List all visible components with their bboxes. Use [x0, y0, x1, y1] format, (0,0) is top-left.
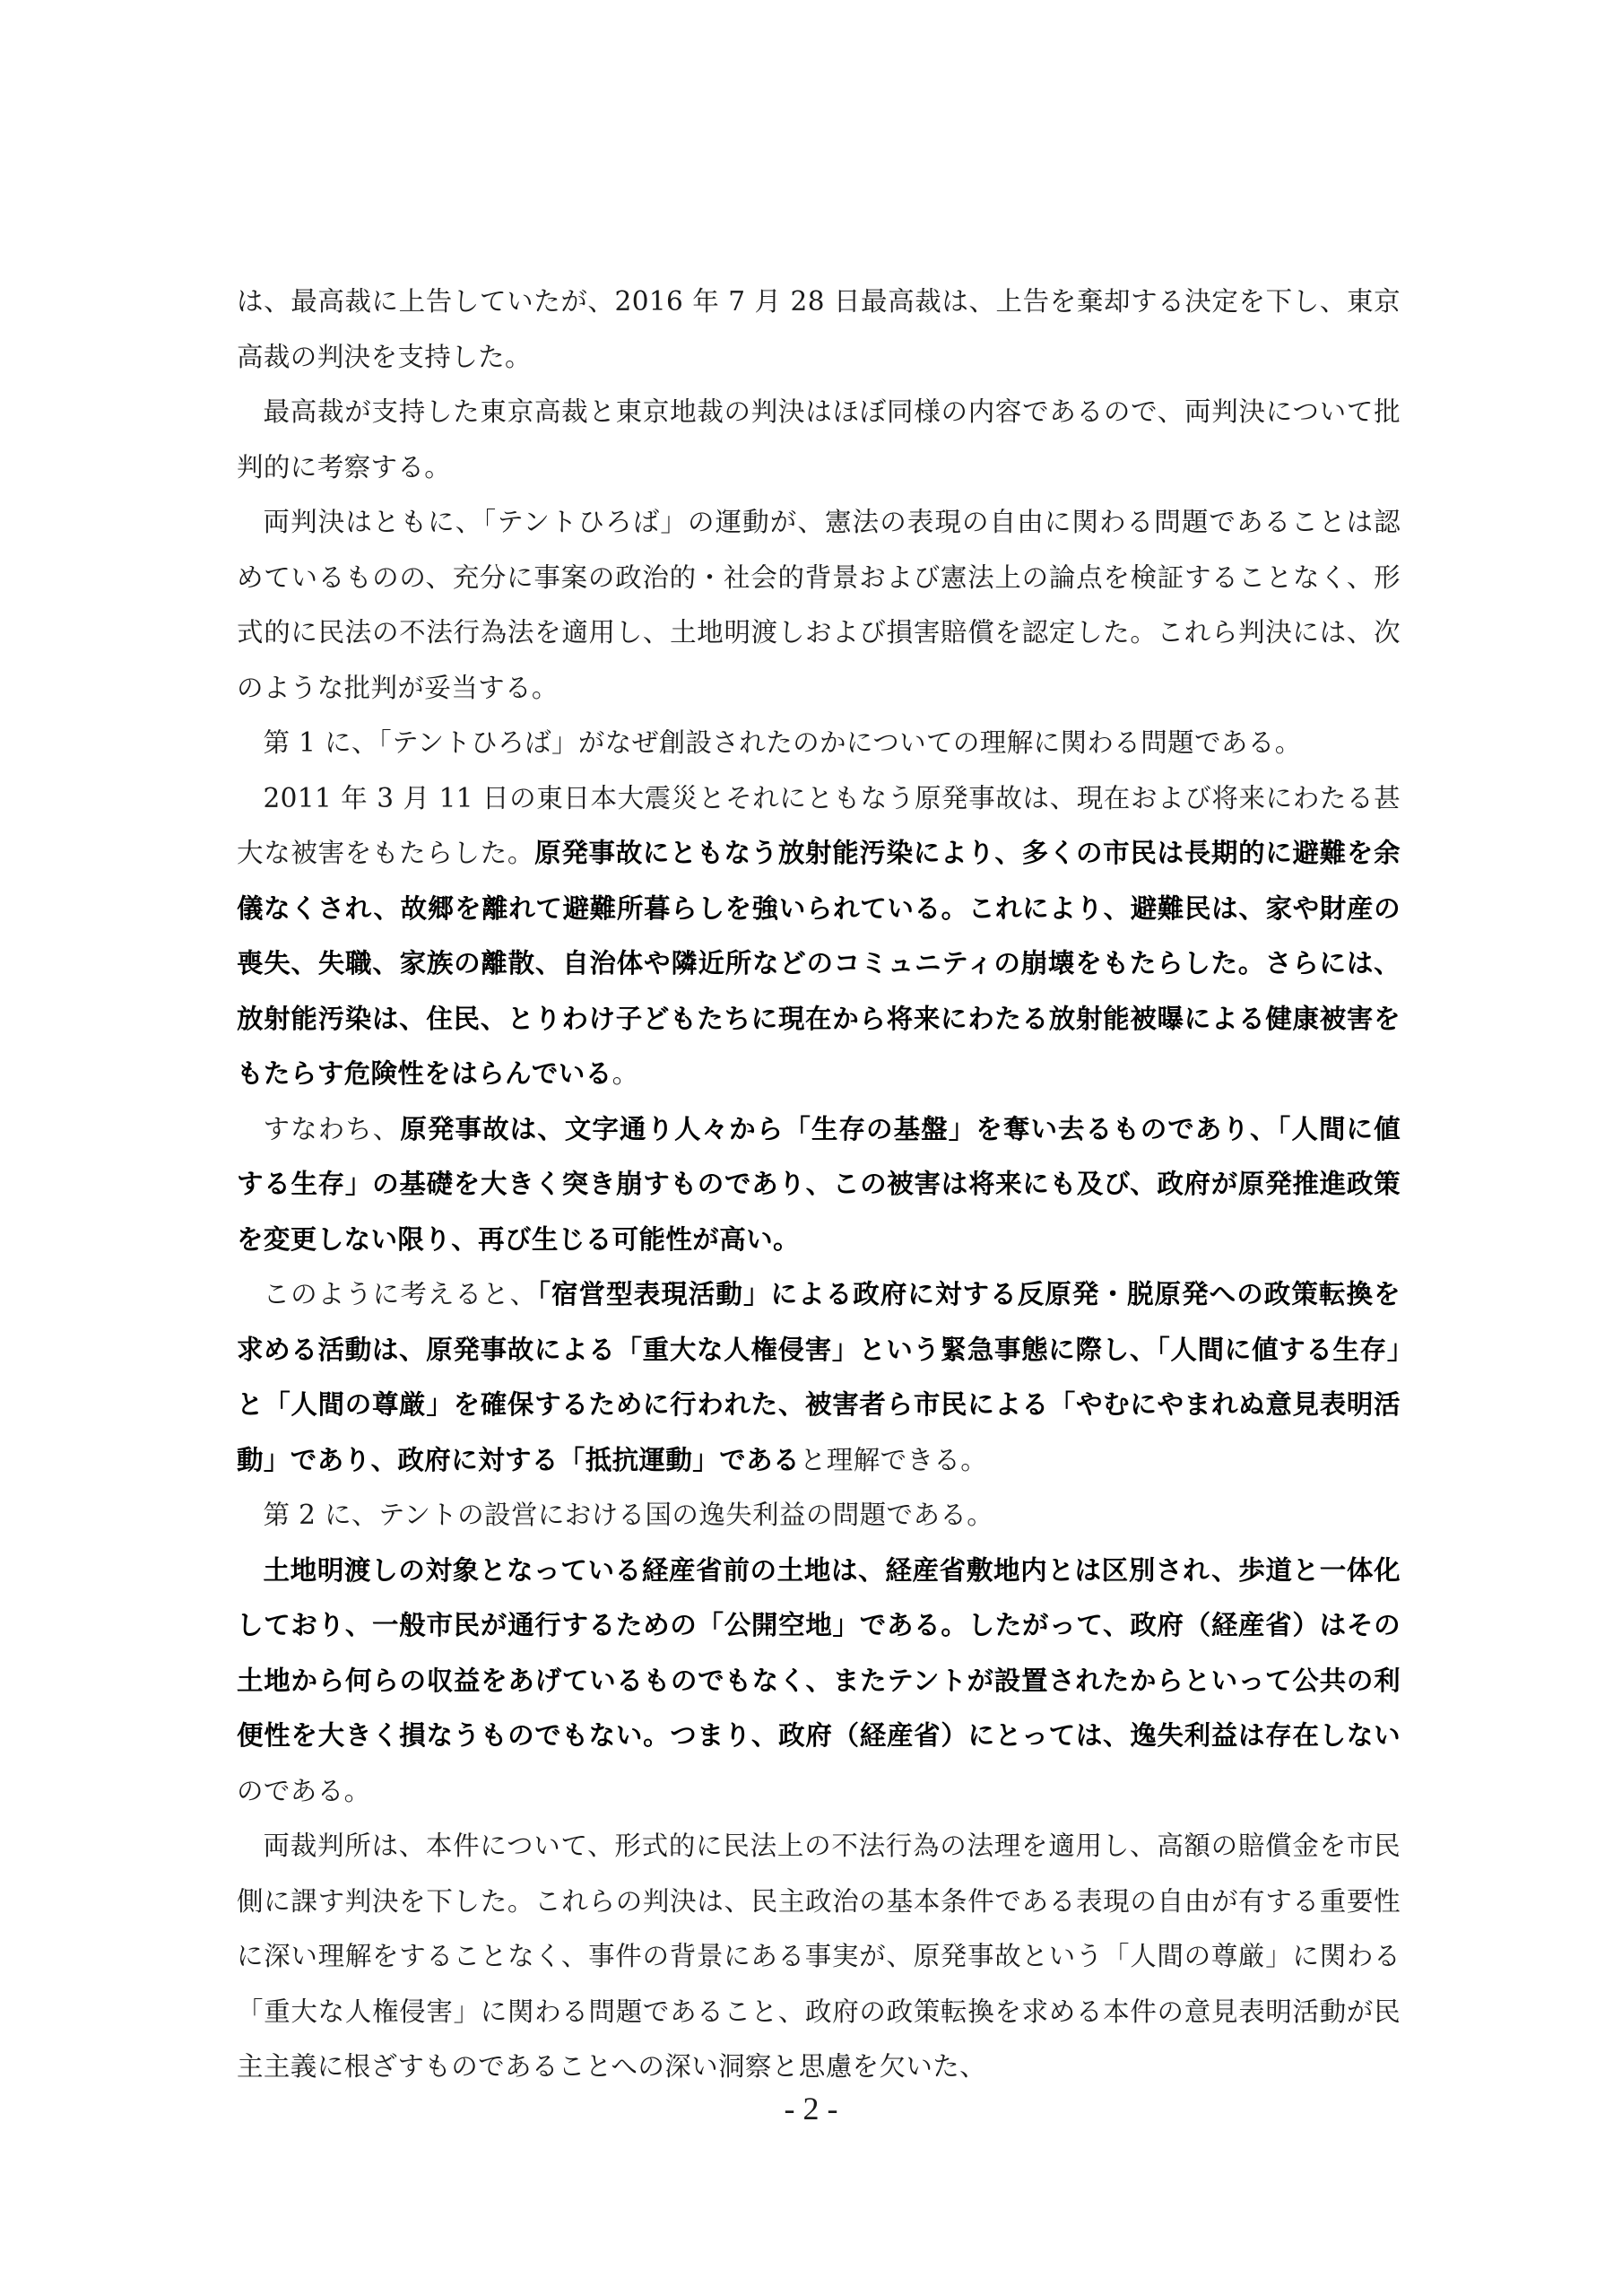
paragraph: [237, 1544, 1401, 1820]
text-segment: と理解できる。: [799, 1444, 988, 1475]
text-segment: 両裁判所は、本件について、形式的に民法上の不法行為の法理を適用し、高額の賠償金を市民側に課す判決を下した。これらの判決は、民主政治の基本条件である表現の自由が有する重要性に深い理解をすることなく、事件の背景にある事実が、原発事故という「人間の尊厳」に関わる「重大な人権侵害」に関わる問題であること、政府の政策転換を求める本件の意見表明活動が民主主義に根ざすものであることへの深い洞察と思慮を欠いた、: [237, 1831, 1401, 2082]
text-segment: 第 1 に、「テントひろば」がなぜ創設されたのかについての理解に関わる問題である。: [263, 727, 1302, 758]
text-segment: 両判決はともに、「テントひろば」の運動が、憲法の表現の自由に関わる問題であることは認めているものの、充分に事案の政治的・社会的背景および憲法上の論点を検証することなく、形式的に民法の不法行為法を適用し、土地明渡しおよび損害賠償を認定した。これら判決には、次のような批判が妥当する。: [237, 507, 1401, 703]
paragraph: [237, 1488, 1401, 1544]
text-segment: 2011 年 3 月 11 日の東日本大震災とそれにともなう原発事故は、現在および将来にわたる甚大な被害をもたらした。: [237, 782, 1401, 868]
bold-text-segment: 土地明渡しの対象となっている経産省前の土地は、経産省敷地内とは区別され、歩道と一体化しており、一般市民が通行するための「公開空地」である。したがって、政府（経産省）はその土地から何らの収益をあげているものでもなく、またテントが設置されたからといって公共の利便性を大きく損なうものでもない。つまり、政府（経産省）にとっては、逸失利益は存在しない: [237, 1554, 1401, 1751]
text-segment: 最高裁が支持した東京高裁と東京地裁の判決はほぼ同様の内容であるので、両判決について批判的に考察する。: [237, 396, 1401, 483]
bold-text-segment: 原発事故は、文字通り人々から「生存の基盤」を奪い去るものであり、「人間に値する生存」の基礎を大きく突き崩すものであり、この被害は将来にも及び、政府が原発推進政策を変更しない限り、再び生じる可能性が高い。: [237, 1113, 1401, 1255]
text-segment: 第 2 に、テントの設営における国の逸失利益の問題である。: [263, 1500, 994, 1530]
paragraph: [237, 495, 1401, 716]
paragraph: [237, 771, 1401, 1102]
paragraph: [237, 1267, 1401, 1488]
bold-text-segment: 原発事故にともなう放射能汚染により、多くの市民は長期的に避難を余儀なくされ、故郷を離れて避難所暮らしを強いられている。これにより、避難民は、家や財産の喪失、失職、家族の離散、自治体や隣近所などのコミュニティの崩壊をもたらした。さらには、放射能汚染は、住民、とりわけ子どもたちに現在から将来にわたる放射能被曝による健康被害をもたらす危険性をはらんでいる: [237, 838, 1401, 1089]
text-segment: 。: [612, 1058, 639, 1089]
paragraph: [237, 1102, 1401, 1268]
paragraph: [237, 716, 1401, 771]
paragraph: [237, 1819, 1401, 2095]
text-segment: のである。: [237, 1775, 371, 1806]
body-text: [237, 274, 1401, 2095]
paragraph: [237, 385, 1401, 495]
page-number: - 2 -: [784, 2091, 838, 2126]
text-segment: は、最高裁に上告していたが、2016 年 7 月 28 日最高裁は、上告を棄却する決定を下し、東京高裁の判決を支持した。: [237, 286, 1401, 372]
text-segment: このように考えると、: [263, 1279, 538, 1309]
text-segment: すなわち、: [263, 1113, 401, 1144]
bold-text-segment: 「宿営型表現活動」による政府に対する反原発・脱原発への政策転換を求める活動は、原発事故による「重大な人権侵害」という緊急事態に際し、「人間に値する生存」と「人間の尊厳」を確保するために行われた、被害者ら市民による「やむにやまれぬ意見表明活動」であり、政府に対する「抵抗運動」である: [237, 1279, 1401, 1475]
paragraph: [237, 274, 1401, 385]
